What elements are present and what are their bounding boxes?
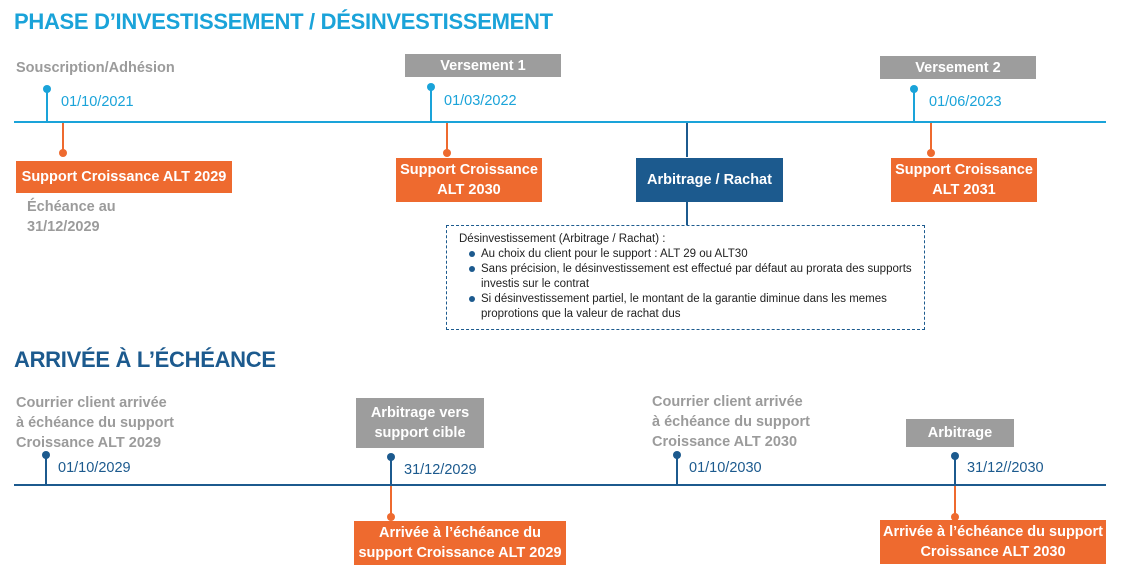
- note-bullet: Au choix du client pour le support : ALT 29 ou ALT30: [459, 247, 914, 262]
- arbitrage-target-line: Arbitrage vers: [370, 405, 470, 421]
- maturity-2029-line: 31/12/2029: [27, 219, 100, 235]
- arbitrage-rachat-box: Arbitrage / Rachat: [636, 158, 783, 202]
- letter-2030-line: Courrier client arrivée: [652, 394, 803, 410]
- letter-2030-line: Croissance ALT 2030: [652, 434, 798, 450]
- marker-stem: [46, 90, 48, 121]
- date-versement-2: 01/06/2023: [929, 94, 1002, 110]
- maturity-2029-line: Échéance au: [27, 199, 116, 215]
- timeline-investment: [14, 121, 1106, 123]
- subscription-label: Souscription/Adhésion: [16, 60, 175, 76]
- date-letter-2029: 01/10/2029: [58, 460, 131, 476]
- letter-2029-line: Croissance ALT 2029: [16, 435, 162, 451]
- marker-stem: [45, 456, 47, 484]
- arbitrage-tag: Arbitrage: [906, 419, 1014, 447]
- maturity-2029-label: [27, 197, 116, 237]
- letter-2029-line: Courrier client arrivée: [16, 395, 167, 411]
- support-2029-box: Support Croissance ALT 2029: [16, 161, 232, 193]
- arrival-2030-box: [880, 520, 1106, 564]
- marker-stem: [676, 456, 678, 484]
- letter-2029-label: [16, 393, 174, 453]
- connector: [446, 123, 448, 151]
- versement-1-tag: Versement 1: [405, 54, 561, 77]
- support-2030-line: ALT 2030: [437, 182, 501, 198]
- timeline-maturity: [14, 484, 1106, 486]
- arrival-2030-line: Arrivée à l’échéance du support: [883, 524, 1103, 540]
- date-letter-2030: 01/10/2030: [689, 460, 762, 476]
- date-subscription: 01/10/2021: [61, 94, 134, 110]
- arrival-2029-line: support Croissance ALT 2029: [358, 545, 562, 561]
- versement-2-tag: Versement 2: [880, 56, 1036, 79]
- support-2031-line: Support Croissance: [895, 162, 1033, 178]
- support-2030-box: [396, 158, 542, 202]
- arrival-2029-line: Arrivée à l’échéance du: [379, 525, 541, 541]
- connector: [62, 123, 64, 151]
- connector: [390, 486, 392, 515]
- date-arbitrage-2029: 31/12/2029: [404, 462, 477, 478]
- date-versement-1: 01/03/2022: [444, 93, 517, 109]
- arbitrage-target-line: support cible: [374, 425, 466, 441]
- letter-2030-label: [652, 392, 810, 452]
- letter-2030-line: à échéance du support: [652, 414, 810, 430]
- connector-dot: [387, 513, 395, 521]
- connector-dot: [927, 149, 935, 157]
- connector-dot: [443, 149, 451, 157]
- marker-stem: [913, 90, 915, 121]
- connector: [686, 123, 688, 157]
- support-2031-box: [891, 158, 1037, 202]
- connector-dot: [59, 149, 67, 157]
- phase-investment-title: PHASE D’INVESTISSEMENT / DÉSINVESTISSEMENT: [14, 9, 553, 34]
- note-connector: [686, 202, 688, 225]
- support-2031-line: ALT 2031: [932, 182, 996, 198]
- arrival-2029-box: [354, 521, 566, 565]
- disinvestment-note: [446, 225, 925, 330]
- marker-stem: [390, 458, 392, 484]
- note-bullet: Si désinvestissement partiel, le montant de la garantie diminue dans les memes proprotions que la valeur de rachat dus: [459, 292, 914, 322]
- support-2030-line: Support Croissance: [400, 162, 538, 178]
- marker-stem: [954, 457, 956, 484]
- connector: [930, 123, 932, 151]
- arbitrage-target-tag: [356, 398, 484, 448]
- date-arbitrage-2030: 31/12//2030: [967, 460, 1044, 476]
- arrival-2030-line: Croissance ALT 2030: [920, 544, 1066, 560]
- phase-maturity-title: ARRIVÉE À L’ÉCHÉANCE: [14, 347, 276, 372]
- note-bullet: Sans précision, le désinvestissement est effectué par défaut au prorata des supports investis sur le contrat: [459, 262, 914, 292]
- connector: [954, 486, 956, 515]
- note-title: Désinvestissement (Arbitrage / Rachat) :: [459, 233, 666, 245]
- letter-2029-line: à échéance du support: [16, 415, 174, 431]
- marker-stem: [430, 88, 432, 121]
